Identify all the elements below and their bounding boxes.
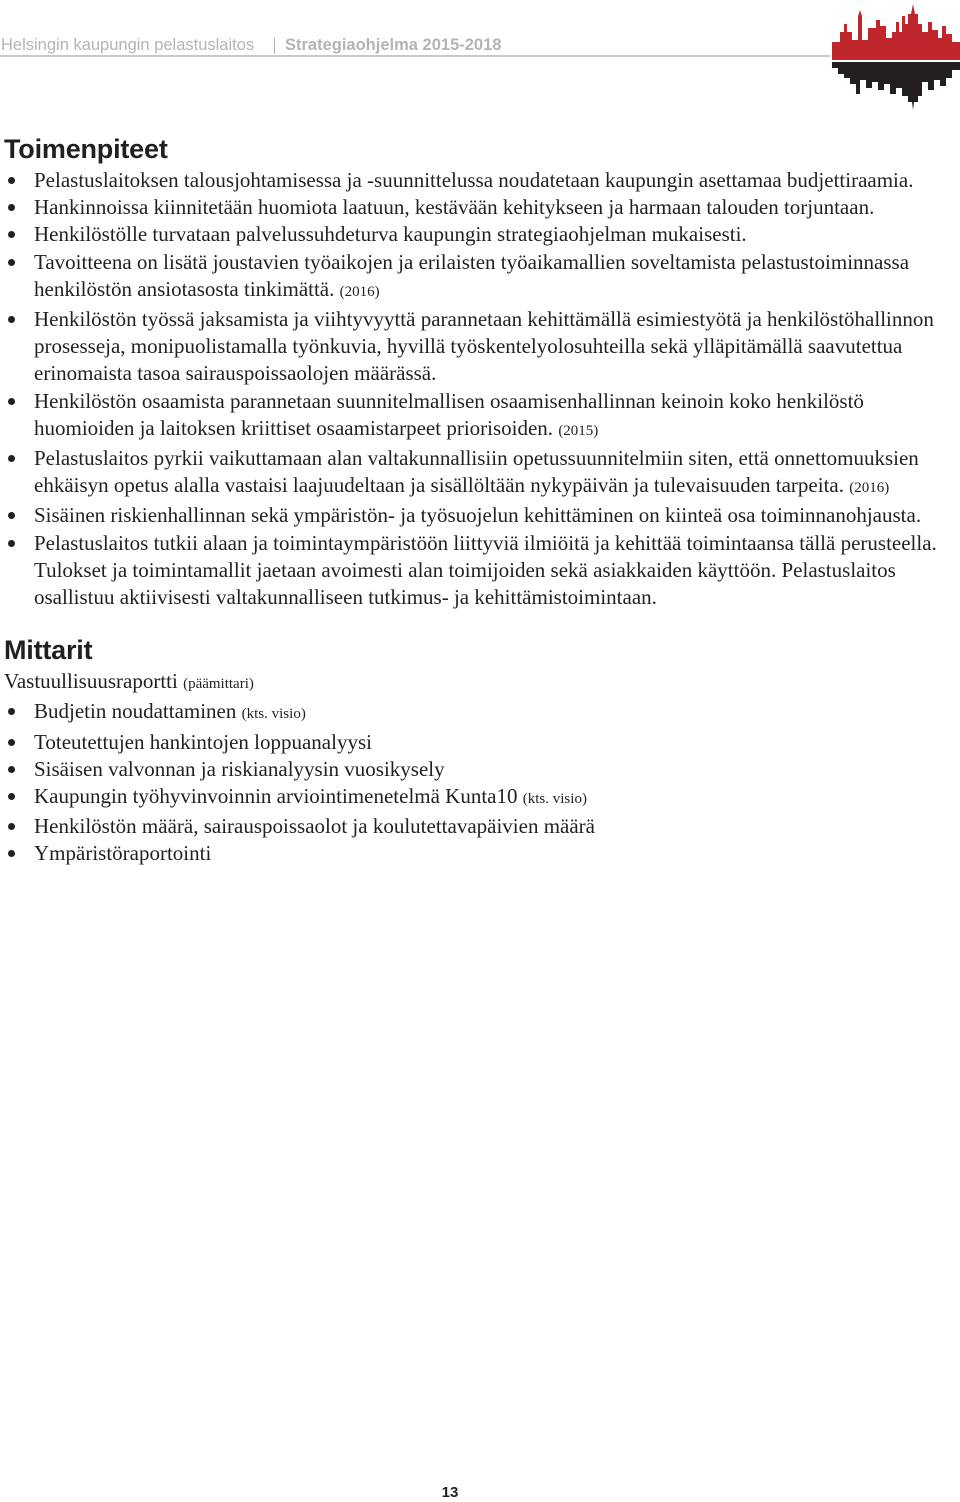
section-title-toimenpiteet: Toimenpiteet (4, 134, 168, 164)
helsinki-skyline-logo-icon (832, 2, 960, 110)
list-item: Budjetin noudattaminen (kts. visio) (0, 698, 960, 728)
list-item: Ympäristöraportointi (0, 840, 960, 867)
list-item: Henkilöstön määrä, sairauspoissaolot ja koulutettavapäivien määrä (0, 813, 960, 840)
visio-note: (kts. visio) (241, 706, 306, 723)
header-separator (274, 37, 275, 54)
mittarit-list (0, 698, 960, 867)
page-number: 13 (441, 1484, 459, 1501)
header-rule (0, 55, 830, 57)
page-content (0, 131, 960, 868)
header-organization: Helsingin kaupungin pelastuslaitos (1, 36, 255, 54)
header-program-title: Strategiaohjelma 2015-2018 (285, 36, 502, 54)
subtitle-note: (päämittari) (183, 676, 254, 693)
year-note: (2015) (558, 422, 599, 439)
list-item: Tavoitteena on lisätä joustavien työaikojen ja erilaisten työaikamallien soveltamista pelastustoiminnassa henkilöstön ansiotasosta tinkimättä. (2016) (0, 249, 960, 306)
year-note: (2016) (849, 480, 890, 497)
visio-note: (kts. visio) (522, 791, 587, 808)
list-item: Henkilöstölle turvataan palvelussuhdeturva kaupungin strategiaohjelman mukaisesti. (0, 221, 960, 248)
list-item: Pelastuslaitos tutkii alaan ja toimintaympäristöön liittyviä ilmiöitä ja kehittää toimintaansa tällä perusteella. Tulokset ja toimintamallit jaetaan avoimesti alan toimijoiden sekä asiakkaiden käyttöön. Pelastuslaitos osallistuu aktiivisesti valtakunnalliseen tutkimus- ja kehittämistoimintaan. (0, 530, 960, 612)
list-item: Kaupungin työhyvinvoinnin arviointimenetelmä Kunta10 (kts. visio) (0, 783, 960, 813)
toimenpiteet-list (0, 167, 960, 611)
section-title-mittarit: Mittarit (4, 635, 93, 666)
list-item: Henkilöstön työssä jaksamista ja viihtyvyyttä parannetaan kehittämällä esimiestyötä ja henkilöstöhallinnon prosesseja, monipuolistamalla työnkuvia, hyvillä työskentelyolosuhteilla sekä ylläpitämällä saavutettua erinomaista tasoa sairauspoissaolojen määrässä. (0, 306, 960, 388)
list-item: Sisäinen riskienhallinnan sekä ympäristön- ja työsuojelun kehittäminen on kiinteä osa toiminnanohjausta. (0, 502, 960, 529)
metrics-subtitle: Vastuullisuusraportti (päämittari) (4, 669, 254, 694)
year-note: (2016) (339, 283, 380, 300)
list-item: Toteutettujen hankintojen loppuanalyysi (0, 729, 960, 756)
page-header (0, 33, 830, 57)
list-item: Hankinnoissa kiinnitetään huomiota laatuun, kestävään kehitykseen ja harmaan talouden torjuntaan. (0, 194, 960, 221)
list-item: Pelastuslaitoksen talousjohtamisessa ja -suunnittelussa noudatetaan kaupungin asettamaa budjettiraamia. (0, 167, 960, 194)
list-item: Sisäisen valvonnan ja riskianalyysin vuosikysely (0, 756, 960, 783)
list-item: Pelastuslaitos pyrkii vaikuttamaan alan valtakunnallisiin opetussuunnitelmiin siten, että onnettomuuksien ehkäisyn opetus alalla vastaisi laajuudeltaan ja sisällöltään nykypäivän ja tulevaisuuden tarpeita. (2016) (0, 445, 960, 502)
list-item: Henkilöstön osaamista parannetaan suunnitelmallisen osaamisenhallinnan keinoin koko henkilöstö huomioiden ja laitoksen kriittiset osaamistarpeet priorisoiden. (2015) (0, 388, 960, 445)
